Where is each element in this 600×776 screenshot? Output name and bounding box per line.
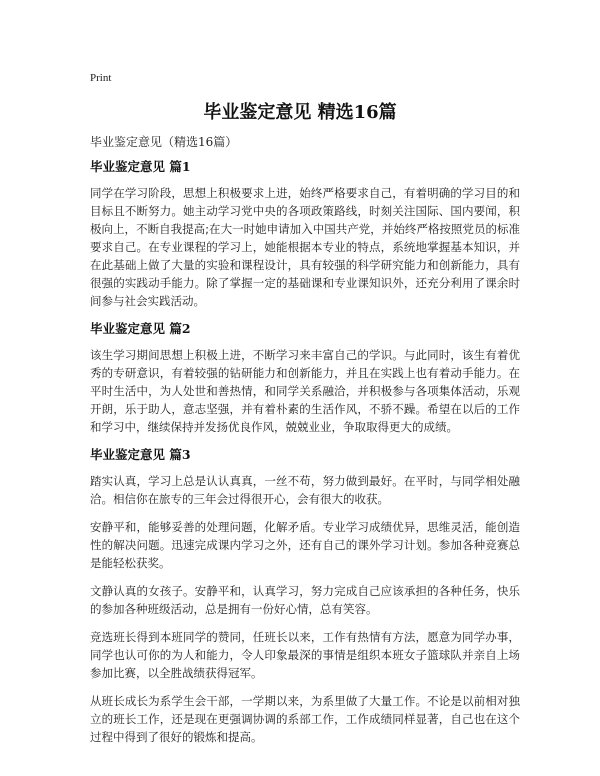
document-body	[90, 158, 520, 756]
section-3-paragraph-1: 踏实认真，学习上总是认认真真，一丝不苟，努力做到最好。在平时，与同学相处融洽。相信你在旅专的三年会过得很开心，会有很大的收获。	[90, 474, 520, 506]
section-heading-3: 毕业鉴定意见 篇3	[90, 447, 191, 462]
section-3-paragraph-2: 安静平和，能够妥善的处理问题，化解矛盾。专业学习成绩优异，思维灵活，能创造性的解决问题。迅速完成课内学习之外，还有自己的课外学习计划。参加各种竞赛总是能轻松获奖。	[90, 520, 520, 570]
section-3-paragraph-3: 文静认真的女孩子。安静平和，认真学习，努力完成自己应该承担的各种任务，快乐的参加各种班级活动，总是拥有一份好心情，总有笑容。	[90, 584, 520, 616]
document-subtitle: 毕业鉴定意见（精选16篇）	[90, 135, 238, 149]
section-heading-1: 毕业鉴定意见 篇1	[90, 159, 191, 174]
section-heading-2: 毕业鉴定意见 篇2	[90, 321, 191, 336]
page-title: 毕业鉴定意见 精选16篇	[203, 102, 397, 123]
section-3-paragraph-4: 竞选班长得到本班同学的赞同，任班长以来，工作有热情有方法，愿意为同学办事，同学也认可你的为人和能力，令人印象最深的事情是组织本班女子篮球队并亲自上场参加比赛，以全胜战绩获得冠军。	[90, 630, 520, 680]
section-1-paragraph-1: 同学在学习阶段，思想上积极要求上进，始终严格要求自己，有着明确的学习目的和目标且不断努力。她主动学习党中央的各项政策路线，时刻关注国际、国内要闻，积极向上，不断自我提高;在大一时她申请加入中国共产党，并始终严格按照党员的标准要求自己。在专业课程的学习上，她能根据本专业的特点，系统地掌握基本知识，并在此基础上做了大量的实验和课程设计，具有较强的科学研究能力和创新能力，具有很强的实践动手能力。除了掌握一定的基础课和专业课知识外，还充分利用了课余时间参与社会实践活动。	[90, 186, 520, 308]
section-2-paragraph-1: 该生学习期间思想上积极上进，不断学习来丰富自己的学识。与此同时，该生有着优秀的专研意识，有着较强的钻研能力和创新能力，并且在实践上也有着动手能力。在平时生活中，为人处世和善热情，和同学关系融洽，并积极参与各项集体活动，乐观开朗，乐于助人，意志坚强，并有着朴素的生活作风，不骄不躁。希望在以后的工作和学习中，继续保持并发扬优良作风，兢兢业业，争取取得更大的成绩。	[90, 348, 520, 434]
print-link[interactable]: Print	[90, 72, 112, 84]
section-3-paragraph-5: 从班长成长为系学生会干部，一学期以来，为系里做了大量工作。不论是以前相对独立的班长工作，还是现在更强调协调的系部工作，工作成绩同样显著，自己也在这个过程中得到了很好的锻炼和提高。	[90, 694, 520, 744]
